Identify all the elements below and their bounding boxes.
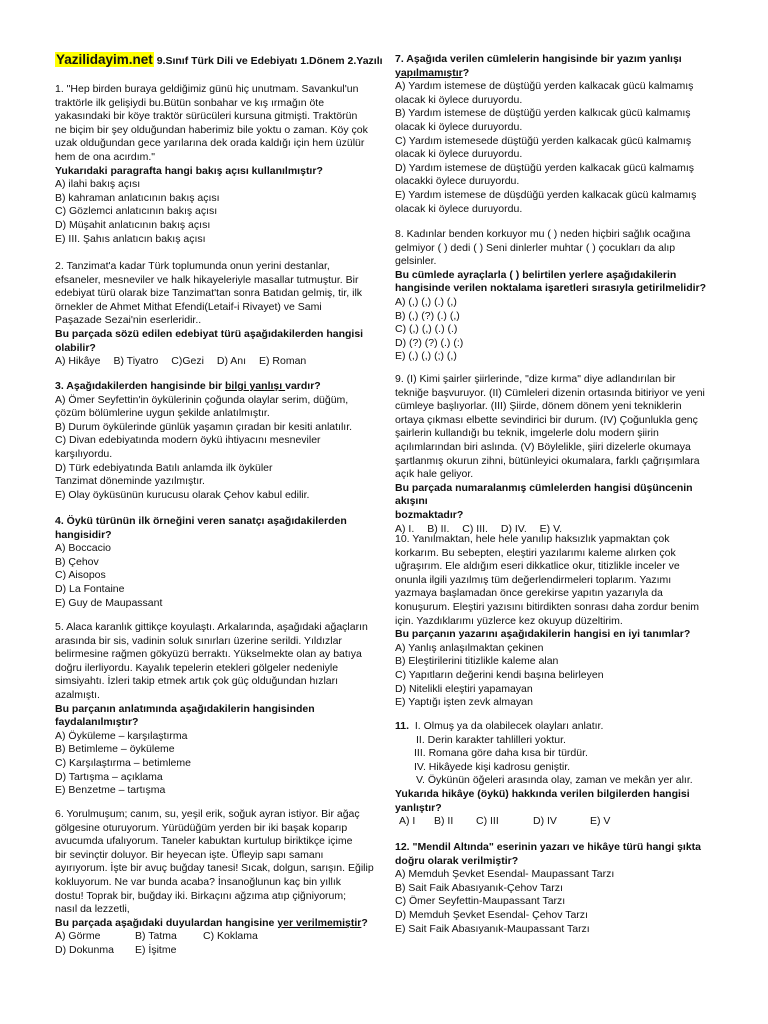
answer-option: D) Dokunma — [55, 943, 114, 956]
question-text-line: ayırıyorum. İşte bir avuç buğday tanesi! Sıcak, dolgun, sarışın. Eğilip — [55, 862, 374, 875]
answer-option: A) ilahi bakış açısı — [55, 178, 141, 191]
prompt-text: vardır? — [285, 380, 321, 392]
answer-option: E) Yaptığı işten zevk almayan — [395, 696, 533, 709]
prompt-emphasis: bilgi yanlışı — [225, 380, 286, 392]
question-prompt — [55, 380, 380, 394]
prompt-text: Bu parçada aşağıdaki duyulardan hangisine — [55, 916, 278, 929]
answer-option: E) Yardım istemese de düşdüğü yerden kalkacak gücü kalmamış — [395, 188, 697, 201]
question-prompt: Bu parçanın yazarını aşağıdakilerin hangisi en iyi tanımlar? — [395, 628, 691, 641]
answer-option: A) Boccacio — [55, 542, 112, 555]
question-3 — [55, 380, 380, 502]
answer-option: E) V. — [539, 522, 563, 535]
answer-option: D) IV. — [500, 522, 527, 535]
statement: I. Olmuş ya da olabilecek olayları anlatır. — [414, 720, 604, 732]
answer-option: E) Guy de Maupassant — [55, 596, 163, 609]
question-text-line: dostu! Toprak bir, buğday iki. Birkaçını ağzıma atıp çiğniyorum; — [55, 889, 347, 902]
question-prompt: hangisinde verilen noktalama işaretleri sırasıyla getirilmelidir? — [395, 282, 707, 295]
site-brand[interactable]: Yazilidayim.net — [56, 52, 153, 67]
answer-option: A) I — [399, 815, 416, 828]
question-prompt: yanlıştır? — [395, 801, 442, 814]
question-number: 11. — [395, 720, 410, 732]
answer-option: A) Memduh Şevket Esendal- Maupassant Tarzı — [395, 868, 615, 881]
question-text-line: ne biçim bir şey olduğundan haberimiz bile yoktu o zaman. Köy çok — [55, 123, 368, 136]
answer-option: E) V — [590, 815, 611, 828]
question-text-line: konuşurum. Eleştiri yazısını bitirdikten sonrası daha zordur benim — [395, 600, 700, 613]
statement: IV. Hikâyede kişi kadrosu geniştir. — [414, 760, 571, 773]
answer-option: A) Hikâye — [55, 355, 101, 368]
question-prompt: faydalanılmıştır? — [55, 716, 139, 729]
prompt-emphasis: yapılmamıştır — [395, 66, 463, 79]
question-text-line: yazmaya başlamadan önce gerekirse yapıtın yazarıyla da — [395, 587, 663, 600]
answer-option: D) Müşahit anlatıcının bakış açısı — [55, 218, 211, 231]
answer-options-row — [55, 944, 380, 958]
answer-option: A) Yardım istemese de düştüğü yerden kalkacak gücü kalmamış — [395, 80, 694, 93]
answer-options-row — [395, 815, 715, 829]
prompt-text: 3. Aşağıdakilerden hangisinde bir — [55, 380, 225, 392]
answer-option: C) Karşılaştırma – betimleme — [55, 756, 191, 769]
answer-option: B) II. — [427, 522, 450, 535]
question-text-line: doğru ilerliyordu. Kayalık tepelerin etekleri gölgeler nedeniyle — [55, 661, 339, 674]
question-text-line: örnekler de Ahmet Mithat Efendi(Letaif-i Rivayet) ve Sami — [55, 300, 322, 313]
answer-option: B) Eleştirilerini titizlikle kaleme alan — [395, 655, 559, 668]
question-prompt: Bu parçada sözü edilen edebiyat türü aşağıdakilerden hangisi — [55, 327, 364, 340]
answer-option: D) Memduh Şevket Esendal- Çehov Tarzı — [395, 908, 588, 921]
question-text-line: 8. Kadınlar benden korkuyor mu ( ) neden hiçbiri sağlık ocağına — [395, 228, 691, 240]
question-prompt: 7. Aşağıda verilen cümlelerin hangisinde bir yazım yanlışı — [395, 53, 682, 65]
question-12 — [395, 841, 715, 936]
answer-option: A) I. — [395, 522, 415, 535]
question-text-line: hem de ona acırdım." — [55, 150, 156, 163]
answer-option-cont: olacak ki öylece duruyordu. — [395, 202, 523, 215]
answer-option: A) (,) (,) (.) (,) — [395, 295, 457, 308]
question-text-line: efsaneler, mesneviler ve halk hikayeleriyle masallar tutmuştur. Bir — [55, 273, 359, 286]
answer-option: C) III. — [462, 522, 488, 535]
answer-option: C) Gözlemci anlatıcının bakış açısı — [55, 205, 218, 218]
question-text-line: Paşazade Sezai'nin eserleridir.. — [55, 314, 202, 327]
answer-option: B) Durum öykülerinde günlük yaşamın çıradan bir kesiti anlatılır. — [55, 420, 353, 433]
question-text-line: yakasındaki bir köye traktör sürücüleri kursuna gitmişti. Traktörün — [55, 110, 358, 123]
question-9 — [395, 373, 715, 536]
question-text-line: gelmiyor ( ) dedi ( ) Seni dinlerler muhtar ( ) çocukları da alıp — [395, 241, 676, 254]
question-text-line: azalmıştı. — [55, 688, 100, 701]
answer-option: B) Tatma — [135, 930, 177, 943]
question-7 — [395, 53, 715, 216]
question-text-line: cümleye başlıyorlar. (III) Şiirde, dönem dönem yeni tekniklerin — [395, 400, 682, 413]
page-header — [55, 53, 383, 69]
question-text-line: 1. "Hep birden buraya geldiğimiz günü hiç unutmam. Savankul'un — [55, 83, 359, 95]
question-10 — [395, 533, 715, 710]
answer-option: C) Koklama — [203, 930, 258, 943]
statement: II. Derin karakter tahlilleri yoktur. — [416, 733, 566, 746]
answer-option: B) kahraman anlatıcının bakış açısı — [55, 191, 220, 204]
answer-option: A) Görme — [55, 930, 101, 943]
question-5 — [55, 621, 380, 798]
question-text-line: şartlanmış okurun zihni, bütünleyici okumalara, farklı çağrışımlara — [395, 454, 700, 467]
question-text-line: korkarım. Bu sebepten, eleştiri yazılarımı kaleme alırken çok — [395, 546, 676, 559]
question-text-line: belirmesine rağmen gökyüzü berraktı. Yükselmekte olan ay batıya — [55, 648, 362, 661]
question-prompt: Yukarıdaki paragrafta hangi bakış açısı kullanılmıştır? — [55, 164, 323, 177]
answer-option: C)Gezi — [171, 355, 204, 368]
question-text-line: nasıl da lezzetli, — [55, 903, 130, 916]
answer-option: C) Ömer Seyfettin-Maupassant Tarzı — [395, 895, 566, 908]
question-text-line: bir sevinçtir doluyor. Bir heyecan işte. Üfleyip sapı samanı — [55, 848, 324, 861]
answer-options-row — [55, 355, 380, 369]
question-text-line: 2. Tanzimat'a kadar Türk toplumunda onun yerini destanlar, — [55, 260, 330, 272]
answer-option: C) III — [476, 815, 499, 828]
question-prompt: 12. "Mendil Altında" eserinin yazarı ve hikâye türü hangi şıkta — [395, 841, 701, 853]
question-2 — [55, 260, 380, 369]
answer-option: A) Ömer Seyfettin'in öykülerinin çoğunda olaylar serim, düğüm, — [55, 393, 349, 406]
question-text-line: şairlerin kullandığı bu teknik, imgelerle dolu modern şiirin — [395, 427, 659, 440]
answer-options-row — [55, 930, 380, 944]
answer-option: B) Tiyatro — [113, 355, 159, 368]
answer-option: D) (?) (?) (.) (:) — [395, 336, 464, 349]
prompt-text: ? — [462, 66, 470, 79]
question-prompt: bozmaktadır? — [395, 508, 464, 521]
prompt-emphasis: yer verilmemiştir — [277, 916, 362, 929]
answer-option: D) IV — [533, 815, 557, 828]
answer-option: E) Roman — [259, 355, 307, 368]
question-1 — [55, 83, 380, 246]
answer-option-cont: olacakki öylece duruyordu. — [395, 175, 520, 188]
answer-option: E) Olay öyküsünün kurucusu olarak Çehov kabul edilir. — [55, 488, 310, 501]
question-prompt: Bu cümlede ayraçlarla ( ) belirtilen yerlere aşağıdakilerin — [395, 268, 677, 281]
question-text-line: 10. Yanılmaktan, hele hele yanılıp haksızlık yapmaktan çok — [395, 533, 670, 545]
statement: V. Öykünün öğeleri arasında olay, zaman ve mekân yer alır. — [416, 774, 693, 787]
question-11 — [395, 720, 715, 829]
question-text-line: avucumda ufalıyorum. Taneler kabuktan kurtulup biriktikçe içime — [55, 835, 353, 848]
question-prompt: 4. Öykü türünün ilk örneğini veren sanatçı aşağıdakilerden — [55, 515, 347, 527]
statement-line — [395, 720, 715, 734]
answer-option: D) Anı — [216, 355, 247, 368]
answer-option-cont: olacak ki öylece duruyordu. — [395, 120, 523, 133]
question-prompt — [395, 67, 715, 81]
question-text-line: traktörle ilk gelişiydi bu.Bütün sonbahar ve kış ırmağın öte — [55, 96, 325, 109]
question-text-line: açık hale geliyor. — [395, 468, 474, 481]
answer-option: E) İşitme — [135, 943, 177, 956]
answer-option: C) Aisopos — [55, 569, 106, 582]
question-text-line: gölgesine oturuyorum. Yürüdüğüm yerden bir iki başak koparıp — [55, 821, 348, 834]
question-text-line: 6. Yorulmuşum; canım, su, yeşil erik, soğuk ayran istiyor. Bir ağaç — [55, 808, 360, 820]
answer-option: B) Betimleme – öyküleme — [55, 743, 175, 756]
question-text-line: arasında bir sis, vadinin soluk sınırları üzerine serildi. Yıldızlar — [55, 634, 342, 647]
question-prompt: Bu parçada numaralanmış cümlelerden hangisi düşüncenin akışını — [395, 481, 693, 508]
answer-option: A) Öyküleme – karşılaştırma — [55, 729, 188, 742]
answer-option: D) Türk edebiyatında Batılı anlamda ilk öyküler — [55, 461, 273, 474]
answer-option: C) Divan edebiyatında modern öykü ihtiyacını mesneviler — [55, 434, 321, 447]
question-text-line: 5. Alaca karanlık gittikçe koyulaştı. Arkalarında, aşağıdaki ağaçların — [55, 621, 368, 633]
question-4 — [55, 515, 380, 610]
question-text-line: tekniğe başvuruyor. (II) Cümleleri dizenin ortasında bitiriyor ve yeni — [395, 386, 705, 399]
question-text-line: kokluyorum. Ne var bunda acaba? İnsanoğlunun kaç bin yıllık — [55, 875, 342, 888]
answer-option: C) (,) (,) (.) (.) — [395, 323, 458, 336]
question-prompt: Bu parçanın anlatımında aşağıdakilerin hangisinden — [55, 702, 315, 715]
answer-option: A) Yanlış anlaşılmaktan çekinen — [395, 641, 544, 654]
question-text-line: ortaya çıkması elbette sevindirici bir durum. (IV) Çoğunlukla genç — [395, 413, 698, 426]
answer-option: C) Yapıtların değerini kendi başına belirleyen — [395, 668, 604, 681]
question-prompt — [55, 917, 380, 931]
question-prompt: doğru olarak verilmiştir? — [395, 854, 519, 867]
question-text-line: gelsinler. — [395, 255, 437, 268]
answer-option: B) Sait Faik Abasıyanık-Çehov Tarzı — [395, 881, 563, 894]
question-text-line: için. Yazdıklarımı yüzlerce kez okuyup düzeltirim. — [395, 614, 623, 627]
answer-option: B) Çehov — [55, 555, 99, 568]
question-8 — [395, 228, 715, 364]
question-text-line: uğraşırım. Ele aldığım eseri dikkatlice okur, titizlikle inceler ve — [395, 560, 680, 573]
answer-option: B) (,) (?) (.) (,) — [395, 309, 460, 322]
question-text-line: onunla ilgili yazılmış tüm değerlendirmeleri toplarım. Yazımı — [395, 573, 672, 586]
question-text-line: edebiyat türü olarak bize Tanzimat'tan sonra Batıdan gelmiş, tir, ilk — [55, 287, 363, 300]
question-prompt: Yukarıda hikâye (öykü) hakkında verilen bilgilerden hangisi — [395, 787, 690, 800]
answer-option: Tanzimat döneminde yazılmıştır. — [55, 475, 205, 488]
prompt-text: ? — [361, 916, 368, 929]
question-prompt: olabilir? — [55, 341, 96, 354]
answer-option: D) Tartışma – açıklama — [55, 770, 163, 783]
exam-title: 9.Sınıf Türk Dili ve Edebiyatı 1.Dönem 2.Yazılı — [156, 55, 383, 67]
answer-option: karşılıyordu. — [55, 447, 113, 460]
question-6 — [55, 808, 380, 958]
answer-option: D) La Fontaine — [55, 582, 125, 595]
statement: III. Romana göre daha kısa bir türdür. — [414, 747, 588, 760]
answer-option: E) III. Şahıs anlatıcın bakış açısı — [55, 232, 206, 245]
answer-option: çözüm bölümlerine uygun şekilde anlatılmıştır. — [55, 407, 270, 420]
answer-option: D) Nitelikli eleştiri yapamayan — [395, 682, 533, 695]
answer-option: E) Benzetme – tartışma — [55, 784, 166, 797]
answer-option: C) Yardım istemesede düştüğü yerden kalkacak gücü kalmamış — [395, 134, 692, 147]
question-prompt: hangisidir? — [55, 528, 112, 541]
answer-option-cont: olacak ki öylece duruyordu. — [395, 93, 523, 106]
answer-option: E) (,) (,) (;) (,) — [395, 350, 457, 363]
answer-option: D) Yardım istemese de düştüğü yerden kalkacak gücü kalmamış — [395, 161, 694, 174]
question-text-line: simsiyahtı. İzleri takip etmek artık çok güç olduğundan hızları — [55, 675, 339, 688]
question-text-line: açılımlarından biri aslında. (V) Böylelikle, şiiri dizelerle okumaya — [395, 440, 691, 453]
question-text-line: 9. (I) Kimi şairler şiirlerinde, "dize kırma" diye adlandırılan bir — [395, 373, 676, 385]
answer-option-cont: olacak ki öylece duruyordu. — [395, 148, 523, 161]
question-text-line: uzak olduğundan gece yarılarına dek orada kaldığı için hem üzülür — [55, 137, 365, 150]
answer-option: B) Yardım istemese de düştüğü yerden kalkıcak gücü kalmamış — [395, 107, 691, 120]
answer-option: E) Sait Faik Abasıyanık-Maupassant Tarzı — [395, 922, 590, 935]
answer-option: B) II — [434, 815, 454, 828]
